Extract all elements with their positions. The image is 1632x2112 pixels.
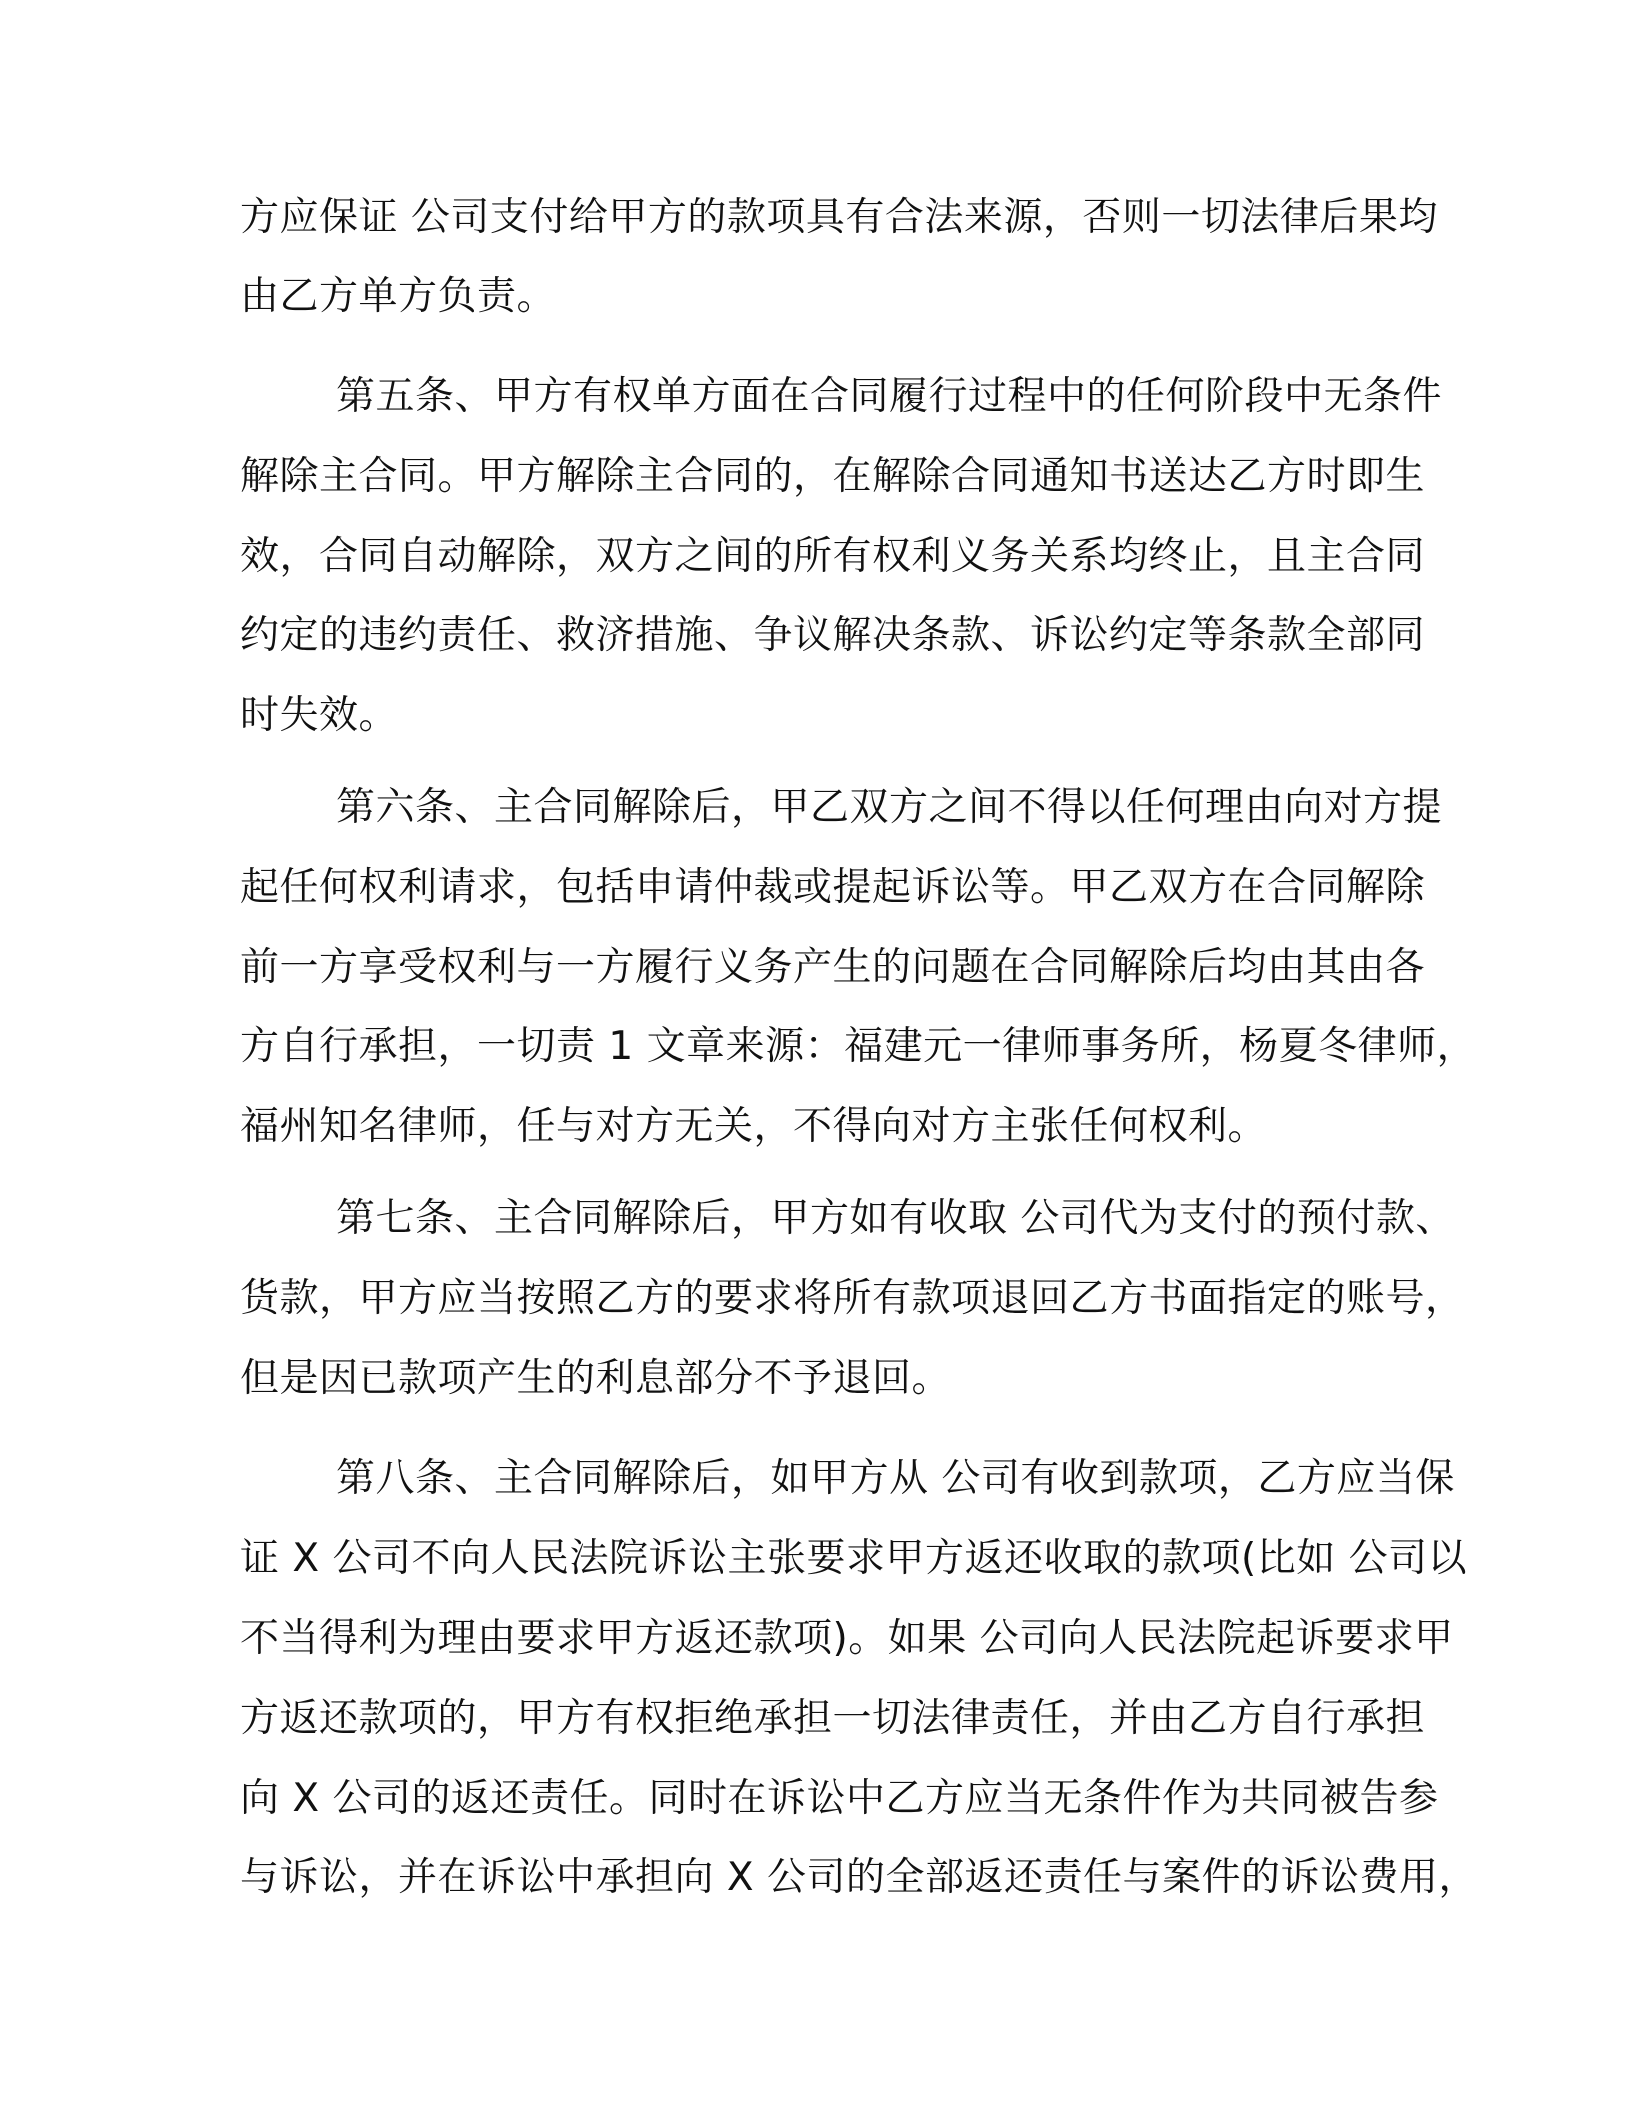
paragraph-line: 时失效。 — [240, 693, 399, 738]
paragraph-line: 方返还款项的，甲方有权拒绝承担一切法律责任，并由乙方自行承担 — [240, 1696, 1426, 1741]
paragraph-line: 方应保证 公司支付给甲方的款项具有合法来源，否则一切法律后果均 — [240, 195, 1438, 240]
article-heading-line: 第七条、主合同解除后，甲方如有收取 公司代为支付的预付款、 — [336, 1196, 1455, 1241]
article-heading-line: 第八条、主合同解除后，如甲方从 公司有收到款项，乙方应当保 — [336, 1456, 1455, 1501]
paragraph-line: 前一方享受权利与一方履行义务产生的问题在合同解除后均由其由各 — [240, 945, 1426, 990]
paragraph-line: 解除主合同。甲方解除主合同的，在解除合同通知书送达乙方时即生 — [240, 454, 1426, 499]
article-heading-line: 第五条、甲方有权单方面在合同履行过程中的任何阶段中无条件 — [336, 374, 1443, 419]
paragraph-line: 效，合同自动解除，双方之间的所有权利义务关系均终止，且主合同 — [240, 534, 1426, 579]
paragraph-line: 货款，甲方应当按照乙方的要求将所有款项退回乙方书面指定的账号， — [240, 1276, 1465, 1321]
article-heading-line: 第六条、主合同解除后，甲乙双方之间不得以任何理由向对方提 — [336, 785, 1443, 830]
paragraph-line: 但是因已款项产生的利息部分不予退回。 — [240, 1356, 952, 1401]
paragraph-line: 向 X 公司的返还责任。同时在诉讼中乙方应当无条件作为共同被告参 — [240, 1776, 1439, 1821]
paragraph-line: 不当得利为理由要求甲方返还款项)。如果 公司向人民法院起诉要求甲 — [240, 1616, 1454, 1661]
paragraph-line: 由乙方单方负责。 — [240, 274, 557, 319]
paragraph-line: 福州知名律师，任与对方无关，不得向对方主张任何权利。 — [240, 1104, 1268, 1149]
paragraph-line: 起任何权利请求，包括申请仲裁或提起诉讼等。甲乙双方在合同解除 — [240, 865, 1426, 910]
paragraph-line: 约定的违约责任、救济措施、争议解决条款、诉讼约定等条款全部同 — [240, 613, 1426, 658]
paragraph-line: 方自行承担，一切责 1 文章来源：福建元一律师事务所，杨夏冬律师， — [240, 1024, 1477, 1069]
paragraph-line: 与诉讼，并在诉讼中承担向 X 公司的全部返还责任与案件的诉讼费用， — [240, 1855, 1479, 1900]
paragraph-line: 证 X 公司不向人民法院诉讼主张要求甲方返还收取的款项(比如 公司以 — [240, 1536, 1468, 1581]
